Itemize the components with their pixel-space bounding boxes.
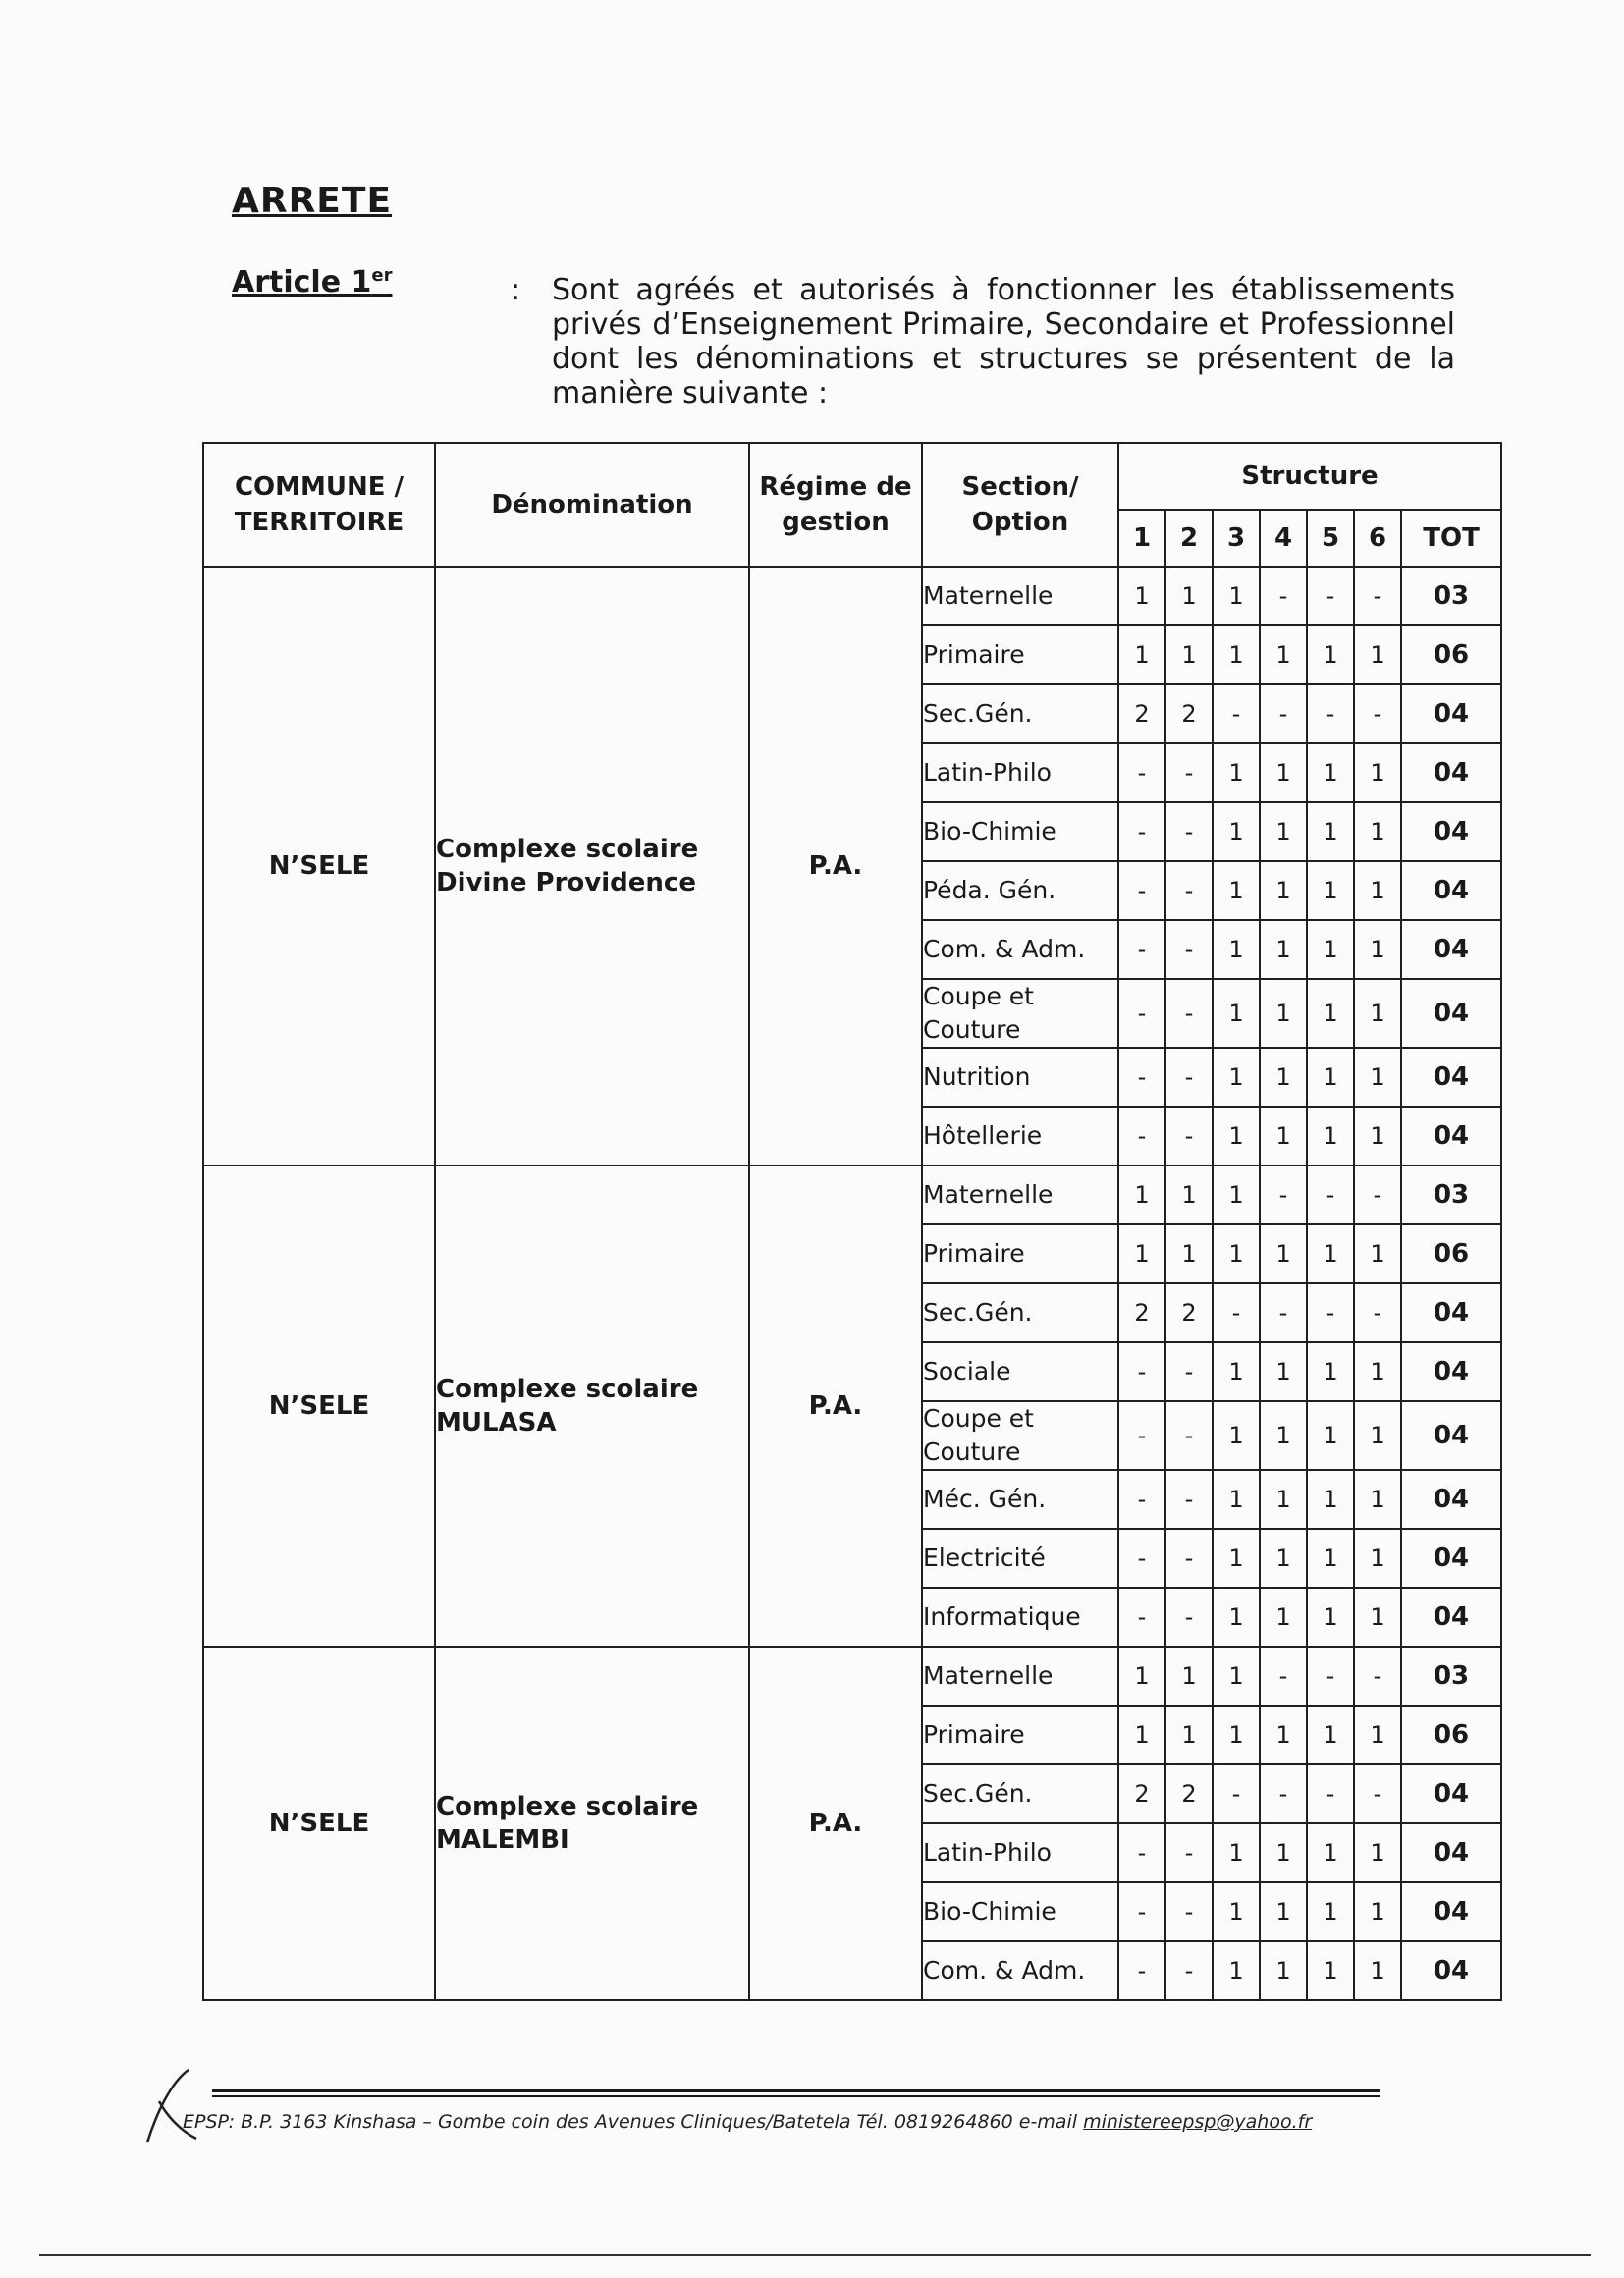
structure-cell: 1	[1307, 1107, 1354, 1166]
structure-cell: 1	[1307, 1470, 1354, 1529]
structure-cell: 1	[1307, 979, 1354, 1048]
structure-cell: 1	[1260, 1048, 1307, 1107]
total-cell: 04	[1401, 1588, 1501, 1647]
structure-cell: 1	[1307, 1401, 1354, 1470]
structure-cell: -	[1213, 684, 1260, 743]
total-cell: 04	[1401, 1764, 1501, 1823]
header-col-1: 1	[1118, 510, 1165, 567]
structure-cell: 1	[1307, 743, 1354, 802]
header-commune: COMMUNE / TERRITOIRE	[203, 443, 435, 567]
structure-cell: -	[1118, 1470, 1165, 1529]
section-cell: Hôtellerie	[922, 1107, 1118, 1166]
total-cell: 04	[1401, 920, 1501, 979]
structure-cell: 2	[1165, 684, 1213, 743]
header-col-4: 4	[1260, 510, 1307, 567]
structure-cell: 1	[1307, 1823, 1354, 1882]
section-cell: Maternelle	[922, 1647, 1118, 1706]
structure-cell: 1	[1354, 1882, 1401, 1941]
table-row	[203, 567, 1501, 625]
structure-cell: 1	[1354, 1588, 1401, 1647]
structure-cell: 1	[1260, 1470, 1307, 1529]
structure-cell: -	[1260, 1166, 1307, 1224]
section-cell: Latin-Philo	[922, 1823, 1118, 1882]
structure-cell: 1	[1354, 1048, 1401, 1107]
signature-mark-icon	[137, 2062, 206, 2150]
section-cell: Nutrition	[922, 1048, 1118, 1107]
structure-cell: 1	[1213, 1166, 1260, 1224]
structure-cell: -	[1118, 979, 1165, 1048]
structure-cell: -	[1307, 1283, 1354, 1342]
footer-address	[183, 2111, 1312, 2133]
structure-cell: 1	[1165, 1706, 1213, 1764]
structure-cell: -	[1118, 1941, 1165, 2000]
structure-cell: 1	[1165, 625, 1213, 684]
structure-cell: 1	[1307, 1342, 1354, 1401]
section-cell: Péda. Gén.	[922, 861, 1118, 920]
header-col-3: 3	[1213, 510, 1260, 567]
total-cell: 06	[1401, 1706, 1501, 1764]
total-cell: 04	[1401, 743, 1501, 802]
structure-cell: 1	[1213, 1470, 1260, 1529]
section-cell: Com. & Adm.	[922, 920, 1118, 979]
section-cell: Sec.Gén.	[922, 1764, 1118, 1823]
structure-cell: -	[1165, 979, 1213, 1048]
structure-cell: -	[1165, 1529, 1213, 1588]
structure-cell: 1	[1260, 1529, 1307, 1588]
header-regime: Régime de gestion	[749, 443, 922, 567]
header-row	[203, 443, 1501, 510]
structure-cell: 1	[1213, 1647, 1260, 1706]
structure-cell: 1	[1354, 1941, 1401, 2000]
structure-cell: 1	[1307, 1224, 1354, 1283]
commune-cell: N’SELE	[203, 567, 435, 1166]
structure-cell: -	[1118, 802, 1165, 861]
total-cell: 03	[1401, 1647, 1501, 1706]
section-cell: Maternelle	[922, 1166, 1118, 1224]
header-col-5: 5	[1307, 510, 1354, 567]
structure-cell: 1	[1307, 1706, 1354, 1764]
structure-cell: 1	[1213, 1401, 1260, 1470]
structure-cell: 1	[1354, 979, 1401, 1048]
header-col-tot: TOT	[1401, 510, 1501, 567]
document-heading: ARRETE	[232, 181, 393, 221]
article-text: Sont agréés et autorisés à fonctionner les établissements privés d’Enseignement Primaire, Secondaire et Professionnel dont les dénominations et structures se présentent de la manière suivante :	[552, 273, 1455, 410]
structure-cell: -	[1165, 1588, 1213, 1647]
structure-cell: -	[1118, 1823, 1165, 1882]
total-cell: 04	[1401, 861, 1501, 920]
structure-cell: 1	[1260, 1224, 1307, 1283]
structure-cell: -	[1118, 861, 1165, 920]
structure-cell: -	[1307, 567, 1354, 625]
structure-cell: -	[1260, 1283, 1307, 1342]
footer-email[interactable]: ministereepsp@yahoo.fr	[1083, 2111, 1313, 2133]
table-body	[203, 567, 1501, 2000]
section-cell: Coupe et Couture	[922, 979, 1118, 1048]
structure-cell: 1	[1118, 1647, 1165, 1706]
structure-cell: -	[1165, 743, 1213, 802]
section-cell: Latin-Philo	[922, 743, 1118, 802]
header-col-2: 2	[1165, 510, 1213, 567]
regime-cell: P.A.	[749, 1647, 922, 2000]
section-cell: Sec.Gén.	[922, 1283, 1118, 1342]
structure-cell: 1	[1165, 1224, 1213, 1283]
total-cell: 04	[1401, 1283, 1501, 1342]
denomination-cell: Complexe scolaire MULASA	[435, 1166, 749, 1647]
total-cell: 04	[1401, 979, 1501, 1048]
structure-cell: 1	[1354, 802, 1401, 861]
structure-table	[202, 442, 1502, 2001]
structure-cell: -	[1260, 567, 1307, 625]
total-cell: 06	[1401, 1224, 1501, 1283]
structure-cell: -	[1118, 1401, 1165, 1470]
structure-cell: 1	[1260, 743, 1307, 802]
structure-cell: 1	[1118, 1706, 1165, 1764]
section-cell: Coupe et Couture	[922, 1401, 1118, 1470]
structure-cell: 1	[1354, 743, 1401, 802]
structure-cell: -	[1165, 1107, 1213, 1166]
structure-cell: 1	[1213, 1706, 1260, 1764]
structure-cell: 1	[1213, 861, 1260, 920]
structure-cell: 1	[1307, 1529, 1354, 1588]
structure-cell: 1	[1354, 1706, 1401, 1764]
structure-cell: -	[1165, 1941, 1213, 2000]
structure-cell: 1	[1213, 979, 1260, 1048]
regime-cell: P.A.	[749, 567, 922, 1166]
article-label	[232, 265, 392, 299]
structure-cell: 1	[1165, 1166, 1213, 1224]
total-cell: 04	[1401, 1470, 1501, 1529]
structure-cell: 1	[1213, 1048, 1260, 1107]
structure-cell: -	[1165, 1048, 1213, 1107]
structure-cell: 2	[1118, 1283, 1165, 1342]
section-cell: Informatique	[922, 1588, 1118, 1647]
total-cell: 06	[1401, 625, 1501, 684]
section-cell: Bio-Chimie	[922, 1882, 1118, 1941]
structure-cell: 1	[1260, 920, 1307, 979]
structure-cell: -	[1165, 1882, 1213, 1941]
structure-cell: 1	[1354, 920, 1401, 979]
structure-cell: 1	[1260, 1588, 1307, 1647]
denomination-cell: Complexe scolaire Divine Providence	[435, 567, 749, 1166]
structure-cell: -	[1118, 920, 1165, 979]
total-cell: 04	[1401, 1048, 1501, 1107]
header-structure: Structure	[1118, 443, 1501, 510]
footer-rule-thick	[212, 2089, 1380, 2092]
structure-cell: 1	[1165, 1647, 1213, 1706]
structure-cell: 2	[1118, 1764, 1165, 1823]
structure-cell: -	[1165, 802, 1213, 861]
structure-cell: -	[1165, 920, 1213, 979]
structure-cell: -	[1118, 1048, 1165, 1107]
section-cell: Primaire	[922, 1706, 1118, 1764]
structure-cell: 2	[1165, 1764, 1213, 1823]
total-cell: 03	[1401, 567, 1501, 625]
header-col-6: 6	[1354, 510, 1401, 567]
structure-cell: -	[1354, 684, 1401, 743]
total-cell: 04	[1401, 1882, 1501, 1941]
total-cell: 04	[1401, 1107, 1501, 1166]
total-cell: 04	[1401, 1401, 1501, 1470]
structure-cell: -	[1354, 1647, 1401, 1706]
structure-cell: 1	[1307, 1882, 1354, 1941]
structure-cell: 1	[1307, 802, 1354, 861]
structure-cell: 1	[1354, 1823, 1401, 1882]
structure-cell: -	[1118, 1882, 1165, 1941]
structure-cell: 1	[1213, 1342, 1260, 1401]
structure-cell: -	[1307, 1166, 1354, 1224]
structure-cell: -	[1354, 1166, 1401, 1224]
structure-cell: 1	[1260, 1941, 1307, 2000]
structure-cell: 1	[1213, 1882, 1260, 1941]
structure-cell: -	[1118, 1529, 1165, 1588]
section-cell: Bio-Chimie	[922, 802, 1118, 861]
structure-cell: 1	[1260, 1107, 1307, 1166]
structure-cell: 1	[1213, 1588, 1260, 1647]
structure-cell: -	[1260, 684, 1307, 743]
section-cell: Primaire	[922, 625, 1118, 684]
structure-cell: 1	[1260, 1823, 1307, 1882]
structure-cell: 1	[1213, 743, 1260, 802]
structure-cell: 1	[1213, 1107, 1260, 1166]
structure-cell: -	[1307, 1647, 1354, 1706]
footer-text: EPSP: B.P. 3163 Kinshasa – Gombe coin des Avenues Cliniques/Batetela Tél. 0819264860 e-mail	[183, 2111, 1078, 2133]
structure-cell: 1	[1260, 1882, 1307, 1941]
structure-cell: 1	[1307, 1048, 1354, 1107]
total-cell: 04	[1401, 1529, 1501, 1588]
structure-cell: -	[1307, 1764, 1354, 1823]
section-cell: Méc. Gén.	[922, 1470, 1118, 1529]
article-label-sup: er	[371, 265, 393, 286]
structure-cell: -	[1260, 1764, 1307, 1823]
structure-cell: -	[1354, 1283, 1401, 1342]
article-colon: :	[511, 273, 521, 307]
structure-cell: 1	[1118, 625, 1165, 684]
structure-cell: 1	[1260, 625, 1307, 684]
table-row	[203, 1647, 1501, 1706]
structure-cell: -	[1165, 1470, 1213, 1529]
page-bottom-rule	[39, 2254, 1591, 2256]
structure-cell: 1	[1260, 1342, 1307, 1401]
structure-cell: 1	[1354, 1342, 1401, 1401]
structure-cell: 1	[1354, 1470, 1401, 1529]
structure-cell: -	[1354, 1764, 1401, 1823]
commune-cell: N’SELE	[203, 1166, 435, 1647]
footer-rule-thin	[212, 2095, 1380, 2097]
structure-cell: 1	[1307, 861, 1354, 920]
structure-cell: -	[1260, 1647, 1307, 1706]
structure-cell: 2	[1165, 1283, 1213, 1342]
structure-cell: 1	[1307, 625, 1354, 684]
structure-cell: 1	[1354, 625, 1401, 684]
structure-cell: 1	[1307, 1588, 1354, 1647]
structure-cell: 1	[1354, 1107, 1401, 1166]
structure-cell: 2	[1118, 684, 1165, 743]
structure-cell: 1	[1354, 1529, 1401, 1588]
total-cell: 03	[1401, 1166, 1501, 1224]
structure-cell: -	[1307, 684, 1354, 743]
structure-cell: -	[1165, 1823, 1213, 1882]
structure-cell: 1	[1354, 861, 1401, 920]
structure-cell: 1	[1213, 920, 1260, 979]
section-cell: Electricité	[922, 1529, 1118, 1588]
commune-cell: N’SELE	[203, 1647, 435, 2000]
structure-cell: 1	[1260, 1706, 1307, 1764]
structure-cell: 1	[1165, 567, 1213, 625]
structure-cell: 1	[1260, 802, 1307, 861]
section-cell: Sociale	[922, 1342, 1118, 1401]
structure-cell: -	[1118, 1342, 1165, 1401]
header-denomination: Dénomination	[435, 443, 749, 567]
table-row	[203, 1166, 1501, 1224]
section-cell: Sec.Gén.	[922, 684, 1118, 743]
total-cell: 04	[1401, 684, 1501, 743]
structure-cell: 1	[1213, 567, 1260, 625]
structure-cell: 1	[1118, 567, 1165, 625]
structure-cell: -	[1213, 1283, 1260, 1342]
structure-cell: -	[1165, 861, 1213, 920]
section-cell: Primaire	[922, 1224, 1118, 1283]
section-cell: Com. & Adm.	[922, 1941, 1118, 2000]
denomination-cell: Complexe scolaire MALEMBI	[435, 1647, 749, 2000]
structure-cell: 1	[1213, 1529, 1260, 1588]
structure-cell: -	[1213, 1764, 1260, 1823]
structure-cell: -	[1165, 1342, 1213, 1401]
section-cell: Maternelle	[922, 567, 1118, 625]
structure-cell: 1	[1307, 920, 1354, 979]
structure-cell: 1	[1354, 1401, 1401, 1470]
structure-cell: -	[1118, 1588, 1165, 1647]
structure-cell: -	[1118, 743, 1165, 802]
structure-cell: 1	[1213, 625, 1260, 684]
structure-cell: 1	[1213, 802, 1260, 861]
structure-cell: 1	[1118, 1166, 1165, 1224]
structure-cell: 1	[1260, 1401, 1307, 1470]
total-cell: 04	[1401, 1941, 1501, 2000]
table-header	[203, 443, 1501, 567]
structure-cell: -	[1165, 1401, 1213, 1470]
structure-cell: -	[1354, 567, 1401, 625]
structure-cell: 1	[1260, 979, 1307, 1048]
total-cell: 04	[1401, 1823, 1501, 1882]
article-label-text: Article 1	[232, 265, 372, 299]
structure-cell: 1	[1213, 1823, 1260, 1882]
structure-cell: 1	[1213, 1941, 1260, 2000]
structure-cell: 1	[1118, 1224, 1165, 1283]
structure-cell: 1	[1354, 1224, 1401, 1283]
total-cell: 04	[1401, 802, 1501, 861]
total-cell: 04	[1401, 1342, 1501, 1401]
regime-cell: P.A.	[749, 1166, 922, 1647]
structure-cell: 1	[1307, 1941, 1354, 2000]
structure-cell: 1	[1260, 861, 1307, 920]
structure-cell: 1	[1213, 1224, 1260, 1283]
header-section: Section/ Option	[922, 443, 1118, 567]
structure-cell: -	[1118, 1107, 1165, 1166]
